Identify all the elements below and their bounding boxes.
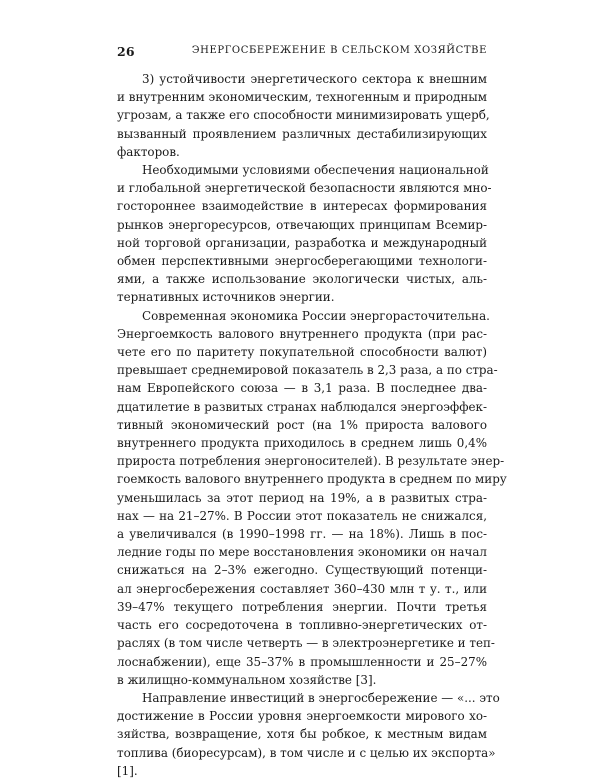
text-line: рынков энергоресурсов, отвечающих принципам Всемир-	[117, 217, 487, 232]
text-line: ями, а также использование экологически чистых, аль-	[117, 272, 487, 287]
text-line: гостороннее взаимодействие в интересах формирования	[117, 199, 487, 214]
text-line: в жилищно-коммунальном хозяйстве [3].	[117, 672, 377, 687]
text-line: Энергоемкость валового внутреннего продукта (при рас-	[117, 326, 487, 341]
text-line: дцатилетие в развитых странах наблюдался энергоэффек-	[117, 399, 487, 414]
text-line: Направление инвестиций в энергосбережение — «... это	[142, 690, 500, 705]
text-line: нах — на 21–27%. В России этот показатель не снижался,	[117, 508, 487, 523]
paragraph	[117, 161, 492, 307]
body-text	[117, 70, 507, 780]
text-line: превышает среднемировой показатель в 2,3 раза, а по стра-	[117, 363, 498, 378]
paragraph	[117, 307, 507, 689]
text-line: достижение в России уровня энергоемкости мирового хо-	[117, 709, 487, 724]
text-line: Необходимыми условиями обеспечения национальной	[142, 163, 489, 178]
text-line: а увеличивался (в 1990–1998 гг. — на 18%). Лишь в пос-	[117, 527, 487, 542]
text-line: лоснабжении), еще 35–37% в промышленности и 25–27%	[117, 654, 487, 669]
text-line: гоемкость валового внутреннего продукта в среднем по миру	[117, 472, 507, 487]
text-line: ной торговой организации, разработка и международный	[117, 235, 487, 250]
text-line: и глобальной энергетической безопасности являются мно-	[117, 181, 492, 196]
text-line: ледние годы по мере восстановления экономики он начал	[117, 545, 487, 560]
page-number: 26	[117, 44, 135, 59]
text-line: вызванный проявлением различных дестабилизирующих	[117, 126, 487, 141]
text-line: обмен перспективными энергосберегающими технологи-	[117, 254, 487, 269]
text-line: снижаться на 2–3% ежегодно. Существующий потенци-	[117, 563, 487, 578]
text-line: прироста потребления энергоносителей). В результате энер-	[117, 454, 505, 469]
text-line: тернативных источников энергии.	[117, 290, 335, 305]
running-title: ЭНЕРГОСБЕРЕЖЕНИЕ В СЕЛЬСКОМ ХОЗЯЙСТВЕ	[191, 45, 487, 56]
text-line: ал энергосбережения составляет 360–430 млн т у. т., или	[117, 581, 487, 596]
text-line: зяйства, возвращение, хотя бы робкое, к местным видам	[117, 727, 487, 742]
text-line: внутреннего продукта приходилось в среднем лишь 0,4%	[117, 436, 487, 451]
text-line: [1].	[117, 763, 138, 778]
text-line: Современная экономика России энергорасточительна.	[142, 308, 490, 323]
text-line: угрозам, а также его способности минимизировать ущерб,	[117, 108, 490, 123]
text-line: 39–47% текущего потребления энергии. Почти третья	[117, 599, 487, 614]
text-line: и внутренним экономическим, техногенным и природным	[117, 90, 487, 105]
page-header	[117, 44, 487, 62]
text-line: тивный экономический рост (на 1% прироста валового	[117, 417, 487, 432]
text-line: раслях (в том числе четверть — в электроэнергетике и теп-	[117, 636, 495, 651]
text-line: чете его по паритету покупательной способности валют)	[117, 345, 487, 360]
text-line: часть его сосредоточена в топливно-энергетических от-	[117, 618, 487, 633]
text-line: нам Европейского союза — в 3,1 раза. В последнее два-	[117, 381, 487, 396]
paragraph	[117, 689, 500, 780]
text-line: уменьшилась за этот период на 19%, а в развитых стра-	[117, 490, 487, 505]
text-line: 3) устойчивости энергетического сектора к внешним	[142, 72, 487, 86]
text-line: топлива (биоресурсам), в том числе и с целью их экспорта»	[117, 745, 496, 760]
paragraph	[117, 70, 490, 161]
text-line: факторов.	[117, 144, 180, 159]
